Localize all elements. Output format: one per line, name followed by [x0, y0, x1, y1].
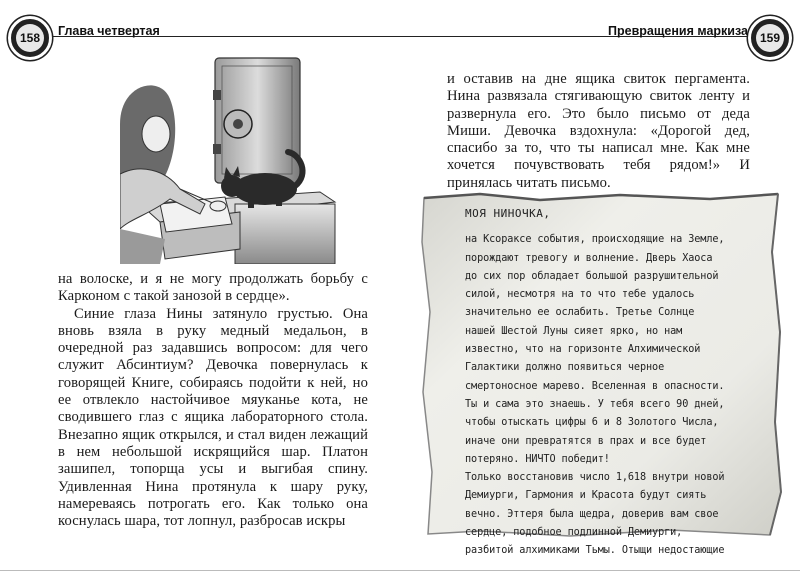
page-number-badge [748, 16, 792, 60]
left-body-text [58, 271, 368, 530]
page-number-badge [8, 16, 52, 60]
paragraph: и оставив на дне ящика свиток пергамента. Нина развязала стягивающую свиток ленту и развернула его. Это было письмо от деда Миши. Девочка вздохнула: «Дорогой дед, спасибо за то, что ты написал мне. Как мне хочется почувствовать тебя рядом!» И принялась читать письмо. [447, 71, 750, 191]
letter-paragraph: на Ксораксе события, происходящие на Земле, порождают тревогу и волнение. Дверь Хаоса до сих пор обладает большой разрушительной силой, несмотря на то что тебе удалось значительно ее ослабить. Третье Солнце нашей Шестой Луны сияет ярко, но нам известно, что на горизонте Алхимической Галактики должно появиться черное смертоносное марево. Вселенная в опасности. Ты и сама это знаешь. У тебя всего 90 дней, чтобы отыскать цифры 6 и 8 Золотого Числа, иначе они превратятся в прах и все будет потеряно. НИЧТО победит! [465, 234, 725, 465]
page-number: 159 [756, 24, 784, 52]
chapter-title: Глава четвертая [58, 24, 160, 38]
girl-with-cat-illustration [120, 54, 338, 264]
letter-paragraph: Только восстановив число 1,618 внутри новой Демиурги, Гармония и Красота будут сиять вечно. Эттеря была щедра, доверив вам свое сердце, подобное подлинной Демиурги, разбитой алхимиками Тьмы. Отыщи недостающие [465, 472, 725, 557]
right-body-text [447, 71, 750, 192]
paragraph: на волоске, и я не могу продолжать борьбу с Карконом с такой занозой в сердце». [58, 271, 368, 305]
letter-text [465, 205, 727, 561]
paragraph: Синие глаза Нины затянуло грустью. Она вновь взяла в руку медный медальон, в очередной раз задавшись вопросом: для чего служит Абсинтиум? Девочка повернулась к говорящей Книге, собираясь подойти к ней, но ее отвлекло настойчивое мяуканье кота, не сводившего глаз с ящика лабораторного стола. Внезапно ящик открылся, и стал виден лежащий в нем небольшой искрящийся шар. Платон зашипел, топорща усы и выгибая спину. Удивленная Нина протянула к шару руку, намереваясь потрогать его. Как только она коснулась шара, тот лопнул, разбросав искры [58, 305, 368, 530]
chapter-title: Превращения маркиза [608, 24, 748, 38]
page-number: 158 [16, 24, 44, 52]
letter-greeting: МОЯ НИНОЧКА, [465, 207, 551, 220]
